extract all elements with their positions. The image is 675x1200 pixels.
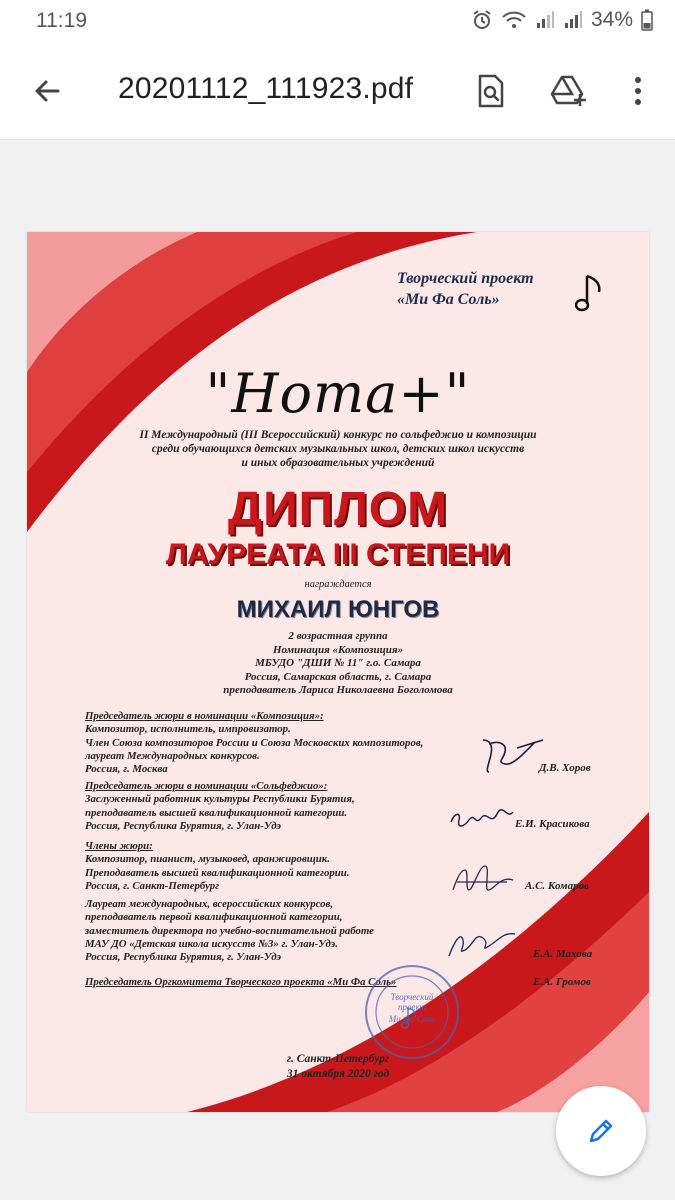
- organization-stamp: [362, 962, 462, 1062]
- project-name: [397, 268, 597, 310]
- wifi-icon: [501, 10, 527, 30]
- jury-line: МАУ ДО «Детская школа искусств №3» г. Улан-Удэ.: [85, 937, 338, 950]
- status-icons: [471, 8, 653, 32]
- jury-block-solfeggio: [85, 780, 485, 833]
- search-document-icon: [476, 74, 506, 108]
- drive-add-icon: [550, 74, 588, 108]
- app-bar: [0, 44, 675, 140]
- jury-line: заместитель директора по учебно-воспитательной работе: [85, 924, 374, 937]
- jury-line: Россия, г. Москва: [85, 763, 168, 776]
- signer-name: А.С. Комаров: [525, 880, 589, 892]
- recipient-details: [27, 630, 649, 698]
- jury-line: преподаватель первой квалификационной категории,: [85, 911, 343, 924]
- alarm-icon: [471, 9, 493, 31]
- stamp-text: Ми Фа Соль: [388, 1014, 436, 1024]
- diploma-heading: ДИПЛОМ: [227, 483, 449, 536]
- certificate-city: г. Санкт-Петербург: [286, 1053, 390, 1065]
- signer-name: Е.А. Махова: [533, 948, 593, 960]
- detail-line: Номинация «Композиция»: [273, 643, 403, 656]
- add-to-drive-button[interactable]: [544, 66, 594, 116]
- jury-line: Преподаватель высшей квалификационной категории.: [85, 866, 350, 879]
- edit-fab-button[interactable]: [556, 1086, 646, 1176]
- signature-khorov: [477, 732, 547, 776]
- signal-icon-2: [563, 10, 583, 30]
- signer-name: Е.И. Красикова: [515, 818, 590, 830]
- jury-line: Композитор, исполнитель, импровизатор.: [85, 723, 291, 736]
- contest-logo-title: "Нота+": [205, 362, 471, 425]
- stamp-text: Творческий: [390, 992, 434, 1002]
- jury-heading: Председатель жюри в номинации «Композиция»:: [85, 710, 324, 722]
- detail-line: преподаватель Лариса Николаевна Боголомова: [223, 684, 453, 696]
- stamp-text: проект: [397, 1002, 427, 1012]
- jury-line: Заслуженный работник культуры Республики Бурятия,: [85, 793, 355, 806]
- jury-line: Лауреат международных, всероссийских конкурсов,: [85, 898, 334, 910]
- jury-line: Композитор, пианист, музыковед, аранжировщик.: [85, 853, 330, 866]
- status-time: 11:19: [36, 9, 87, 32]
- jury-heading: Члены жюри:: [85, 840, 153, 852]
- more-options-button[interactable]: [613, 66, 663, 116]
- contest-line-1: II Международный (III Всероссийский) конкурс по сольфеджио и композиции: [139, 429, 537, 441]
- jury-line: Член Союза композиторов России и Союза Московских композиторов,: [85, 736, 424, 749]
- signature-krasikova: [447, 804, 517, 834]
- jury-line: Россия, Республика Бурятия, г. Улан-Удэ: [85, 819, 281, 832]
- project-line-1: Творческий проект: [397, 270, 534, 287]
- signer-name: Д.В. Хоров: [539, 762, 591, 774]
- certificate-date: 31 октября 2020 год: [286, 1068, 390, 1080]
- jury-heading: Председатель жюри в номинации «Сольфеджио»:: [85, 780, 328, 792]
- signer-name: Е.А. Громов: [533, 976, 591, 988]
- file-title: 20201112_111923.pdf: [118, 72, 414, 105]
- jury-block-member-2: [85, 898, 485, 964]
- battery-percent: 34%: [590, 8, 633, 31]
- certificate-footer: [27, 1052, 649, 1082]
- signal-icon: [535, 10, 555, 30]
- contest-line-2: среди обучающихся детских музыкальных школ, детских школ искусств: [151, 443, 525, 455]
- music-note-icon: [575, 272, 605, 316]
- arrow-left-icon: [32, 76, 62, 106]
- status-bar: [0, 0, 675, 44]
- jury-line: Россия, Республика Бурятия, г. Улан-Удэ: [85, 951, 281, 964]
- laureate-degree: ЛАУРЕАТА III СТЕПЕНИ: [165, 538, 511, 571]
- organizer-heading: Председатель Оргкомитета Творческого проекта «Ми Фа Соль»: [85, 976, 397, 988]
- battery-icon: [641, 9, 653, 31]
- jury-block-composition: [85, 710, 485, 776]
- detail-line: МБУДО "ДШИ № 11" г.о. Самара: [255, 657, 421, 669]
- signature-komarov: [447, 860, 517, 900]
- detail-line: 2 возрастная группа: [288, 630, 388, 642]
- contest-description: [27, 428, 649, 470]
- jury-line: Россия, г. Санкт-Петербург: [85, 879, 220, 892]
- signature-makhova: [443, 924, 523, 964]
- back-button[interactable]: [22, 66, 72, 116]
- contest-line-3: и иных образовательных учреждений: [241, 457, 435, 469]
- search-in-document-button[interactable]: [466, 66, 516, 116]
- detail-line: Россия, Самарская область, г. Самара: [244, 670, 432, 683]
- awarded-label: награждается: [304, 579, 372, 590]
- recipient-name: МИХАИЛ ЮНГОВ: [236, 596, 440, 623]
- jury-block-members: [85, 840, 485, 893]
- pdf-page: [27, 232, 649, 1112]
- pencil-icon: [586, 1116, 616, 1146]
- project-line-2: «Ми Фа Соль»: [397, 291, 500, 308]
- jury-line: преподаватель высшей квалификационной категории.: [85, 806, 348, 819]
- more-vert-icon: [634, 76, 642, 106]
- jury-line: лауреат Международных конкурсов.: [85, 749, 260, 762]
